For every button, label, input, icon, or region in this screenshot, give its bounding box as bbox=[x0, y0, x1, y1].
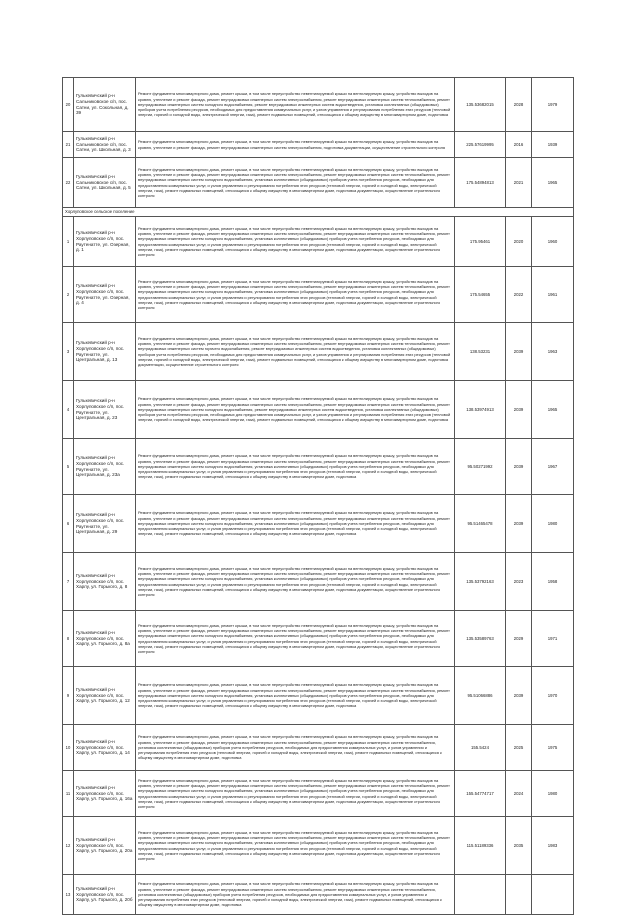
row-address: Гулькевичский р-н Хорлуповское с/п, пос. Раутенатте, ул. Центральная, д. 13 bbox=[74, 323, 136, 381]
row-planned-year: 2022 bbox=[506, 267, 532, 323]
row-planned-year bbox=[506, 875, 532, 915]
row-works-description: Ремонт фундамента многоквартирного дома, ремонт крыши, в том числе переустройство невентилируемой крыши на вентилируемую крышу, устройство выходов на кровлю, утепление и ремонт фасада, ремонт внутридомовых инженерных систем электроснабжения, ремонт внутридомовых инженерных систем теплоснабжения, ремонт внутридомовых инженерных систем холодного водоснабжения, установка коллективных (общедомовых) приборов учета потребления ресурсов, необходимых для предоставления коммунальных услуг, и узлов управления и регулирования потребления этих ресурсов (тепловой энергии, горячей и холодной воды, электрической энергии, газа), ремонт подвальных помещений, относящихся к общему имуществу в многоквартирном доме, подготовка документации, осуществление строительного контроля bbox=[136, 611, 455, 667]
row-built-year: 1960 bbox=[532, 217, 574, 267]
row-built-year: 1967 bbox=[532, 439, 574, 495]
row-works-description: Ремонт фундамента многоквартирного дома, ремонт крыши, в том числе переустройство невентилируемой крыши на вентилируемую крышу, устройство выходов на кровлю, утепление и ремонт фасада, ремонт внутридомовых инженерных систем электроснабжения, подготовка документации, осуществление строительного контроля bbox=[136, 132, 455, 158]
row-cost-value: 175.54655 bbox=[455, 267, 506, 323]
row-cost-value: 135.53682015 bbox=[455, 78, 506, 132]
row-address: Гулькевичский р-н Хорлуповское с/п, пос. Харлу, ул. Горького, д. 20б bbox=[74, 875, 136, 915]
table-row bbox=[63, 132, 574, 158]
row-address: Гулькевичский р-н Сальниковское с/п, пос. Сатни, ул. Школьная, д. 3 bbox=[74, 132, 136, 158]
row-built-year: 1979 bbox=[532, 78, 574, 132]
row-number: 8 bbox=[63, 611, 74, 667]
row-cost-value bbox=[455, 875, 506, 915]
row-planned-year: 2039 bbox=[506, 381, 532, 439]
row-built-year: 1971 bbox=[532, 611, 574, 667]
row-address: Гулькевичский р-н Хорлуповское с/п, пос. Раутенатте, ул. Центральная, д. 29 bbox=[74, 495, 136, 553]
row-address: Гулькевичский р-н Хорлуповское с/п, пос. Раутенатте, ул. Центральная, д. 23 bbox=[74, 381, 136, 439]
table-row bbox=[63, 495, 574, 553]
table-row bbox=[63, 323, 574, 381]
row-number: 22 bbox=[63, 158, 74, 208]
row-planned-year: 2039 bbox=[506, 495, 532, 553]
table-body-before bbox=[63, 78, 574, 208]
row-address: Гулькевичский р-н Сальниковское с/п, пос. Сатни, ул. Сокольная, д. 39 bbox=[74, 78, 136, 132]
row-number: 9 bbox=[63, 667, 74, 725]
row-planned-year: 2035 bbox=[506, 817, 532, 875]
row-number: 12 bbox=[63, 817, 74, 875]
row-address: Гулькевичский р-н Хорлуповское с/п, пос. Харлу, ул. Горького, д. 14 bbox=[74, 725, 136, 771]
row-built-year: 1970 bbox=[532, 667, 574, 725]
row-works-description: Ремонт фундамента многоквартирного дома, ремонт крыши, в том числе переустройство невентилируемой крыши на вентилируемую крышу, устройство выходов на кровлю, утепление и ремонт фасада, ремонт внутридомовых инженерных систем электроснабжения, ремонт внутридомовых инженерных систем теплоснабжения, ремонт внутридомовых инженерных систем холодного водоснабжения, установка коллективных (общедомовых) приборов учета потребления ресурсов, необходимых для предоставления коммунальных услуг, и узлов управления и регулирования потребления этих ресурсов (тепловой энергии, горячей и холодной воды, электрической энергии, газа), ремонт подвальных помещений, относящихся к общему имуществу в многоквартирном доме, подготовка bbox=[136, 439, 455, 495]
row-number: 11 bbox=[63, 771, 74, 817]
row-works-description: Ремонт фундамента многоквартирного дома, ремонт крыши, в том числе переустройство невентилируемой крыши на вентилируемую крышу, устройство выходов на кровлю, утепление и ремонт фасада, ремонт внутридомовых инженерных систем электроснабжения, ремонт внутридомовых инженерных систем теплоснабжения, ремонт внутридомовых инженерных систем холодного водоснабжения, установка коллективных (общедомовых) приборов учета потребления ресурсов, необходимых для предоставления коммунальных услуг, и узлов управления и регулирования потребления этих ресурсов (тепловой энергии, горячей и холодной воды, электрической энергии, газа), ремонт подвальных помещений, относящихся к общему имуществу в многоквартирном доме, подготовка bbox=[136, 667, 455, 725]
table-row bbox=[63, 381, 574, 439]
row-cost-value: 175.54894813 bbox=[455, 158, 506, 208]
row-planned-year: 2039 bbox=[506, 667, 532, 725]
row-works-description: Ремонт фундамента многоквартирного дома, ремонт крыши, в том числе переустройство невентилируемой крыши на вентилируемую крышу, устройство выходов на кровлю, утепление и ремонт фасада, ремонт внутридомовых инженерных систем электроснабжения, ремонт внутридомовых инженерных систем теплоснабжения, ремонт внутридомовых инженерных систем холодного водоснабжения, ремонт внутридомовых инженерных систем водоотведения, установка коллективных (общедомовых) приборов учета потребления ресурсов, необходимых для предоставления коммунальных услуг, и узлов управления и регулирования потребления этих ресурсов (тепловой энергии, горячей и холодной воды, электрической энергии, газа), ремонт подвальных помещений, относящихся к общему имуществу в многоквартирном доме, подготовка bbox=[136, 78, 455, 132]
table-row bbox=[63, 725, 574, 771]
row-cost-value: 138.53974913 bbox=[455, 381, 506, 439]
table-row bbox=[63, 217, 574, 267]
row-address: Гулькевичский р-н Хорлуповское с/п, пос. Раутенатте, ул. Озерная, д. 1 bbox=[74, 217, 136, 267]
row-address: Гулькевичский р-н Хорлуповское с/п, пос. Харлу, ул. Горького, д. 20а bbox=[74, 817, 136, 875]
row-works-description: Ремонт фундамента многоквартирного дома, ремонт крыши, в том числе переустройство невентилируемой крыши на вентилируемую крышу, устройство выходов на кровлю, утепление и ремонт фасада, ремонт внутридомовых инженерных систем электроснабжения, ремонт внутридомовых инженерных систем теплоснабжения, ремонт внутридомовых инженерных систем холодного водоснабжения, установка коллективных (общедомовых) приборов учета потребления ресурсов, необходимых для предоставления коммунальных услуг, и узлов управления и регулирования потребления этих ресурсов (тепловой энергии, горячей и холодной воды, электрической энергии, газа), ремонт подвальных помещений, относящихся к общему имуществу в многоквартирном доме, подготовка документации, осуществление строительного контроля bbox=[136, 553, 455, 611]
row-number: 6 bbox=[63, 495, 74, 553]
row-built-year: 1983 bbox=[532, 817, 574, 875]
section-header-body bbox=[63, 208, 574, 217]
row-number: 7 bbox=[63, 553, 74, 611]
row-number: 5 bbox=[63, 439, 74, 495]
table-row bbox=[63, 771, 574, 817]
table-body-after bbox=[63, 217, 574, 915]
row-cost-value: 225.57619995 bbox=[455, 132, 506, 158]
row-planned-year: 2039 bbox=[506, 439, 532, 495]
row-address: Гулькевичский р-н Сальниковское с/п, пос. Сатни, ул. Школьная, д. 5 bbox=[74, 158, 136, 208]
table-row bbox=[63, 553, 574, 611]
row-built-year: 1963 bbox=[532, 323, 574, 381]
row-planned-year: 2021 bbox=[506, 158, 532, 208]
row-built-year bbox=[532, 875, 574, 915]
table-row bbox=[63, 158, 574, 208]
table-row bbox=[63, 611, 574, 667]
section-header-row bbox=[63, 208, 574, 217]
row-works-description: Ремонт фундамента многоквартирного дома, ремонт крыши, в том числе переустройство невентилируемой крыши на вентилируемую крышу, устройство выходов на кровлю, утепление и ремонт фасада, ремонт внутридомовых инженерных систем электроснабжения, ремонт внутридомовых инженерных систем теплоснабжения, ремонт внутридомовых инженерных систем холодного водоснабжения, ремонт внутридомовых инженерных систем водоотведения, установка коллективных (общедомовых) приборов учета потребления ресурсов, необходимых для предоставления коммунальных услуг, и узлов управления и регулирования потребления этих ресурсов (тепловой энергии, горячей и холодной воды, электрической энергии, газа), ремонт подвальных помещений, относящихся к общему имуществу в многоквартирном доме, подготовка bbox=[136, 381, 455, 439]
table-row bbox=[63, 817, 574, 875]
row-address: Гулькевичский р-н Хорлуповское с/п, пос. Харлу, ул. Горького, д. 8а bbox=[74, 611, 136, 667]
row-cost-value: 138.53231 bbox=[455, 323, 506, 381]
row-number: 2 bbox=[63, 267, 74, 323]
row-cost-value: 175.95461 bbox=[455, 217, 506, 267]
row-works-description: Ремонт фундамента многоквартирного дома, ремонт крыши, в том числе переустройство невентилируемой крыши на вентилируемую крышу, устройство выходов на кровлю, утепление и ремонт фасада, ремонт внутридомовых инженерных систем электроснабжения, ремонт внутридомовых инженерных систем теплоснабжения, установка коллективных (общедомовых) приборов учета потребления ресурсов, необходимых для предоставления коммунальных услуг, и узлов управления и регулирования потребления этих ресурсов (тепловой энергии, горячей и холодной воды, электрической энергии, газа), ремонт подвальных помещений, относящихся к общему имуществу в многоквартирном доме, подготовка bbox=[136, 725, 455, 771]
row-built-year: 1939 bbox=[532, 132, 574, 158]
row-planned-year: 2016 bbox=[506, 132, 532, 158]
row-cost-value: 135.53589763 bbox=[455, 611, 506, 667]
row-cost-value: 95.51066886 bbox=[455, 667, 506, 725]
row-works-description: Ремонт фундамента многоквартирного дома, ремонт крыши, в том числе переустройство невентилируемой крыши на вентилируемую крышу, устройство выходов на кровлю, утепление и ремонт фасада, ремонт внутридомовых инженерных систем электроснабжения, ремонт внутридомовых инженерных систем теплоснабжения, ремонт внутридомовых инженерных систем холодного водоснабжения, установка коллективных (общедомовых) приборов учета потребления ресурсов, необходимых для предоставления коммунальных услуг, и узлов управления и регулирования потребления этих ресурсов (тепловой энергии, горячей и холодной воды, электрической энергии, газа), ремонт подвальных помещений, относящихся к общему имуществу в многоквартирном доме, подготовка bbox=[136, 495, 455, 553]
row-planned-year: 2039 bbox=[506, 323, 532, 381]
row-built-year: 1965 bbox=[532, 381, 574, 439]
row-planned-year: 2024 bbox=[506, 771, 532, 817]
row-address: Гулькевичский р-н Хорлуповское с/п, пос. Харлу, ул. Горького, д. 12 bbox=[74, 667, 136, 725]
row-cost-value: 95.51465478 bbox=[455, 495, 506, 553]
table-row bbox=[63, 875, 574, 915]
table-row bbox=[63, 439, 574, 495]
row-cost-value: 115.51189336 bbox=[455, 817, 506, 875]
row-address: Гулькевичский р-н Хорлуповское с/п, пос. Раутенатте, ул. Озерная, д. 4 bbox=[74, 267, 136, 323]
row-works-description: Ремонт фундамента многоквартирного дома, ремонт крыши, в том числе переустройство невентилируемой крыши на вентилируемую крышу, устройство выходов на кровлю, утепление и ремонт фасада, ремонт внутридомовых инженерных систем электроснабжения, ремонт внутридомовых инженерных систем теплоснабжения, ремонт внутридомовых инженерных систем холодного водоснабжения, установка коллективных (общедомовых) приборов учета потребления ресурсов, необходимых для предоставления коммунальных услуг, и узлов управления и регулирования потребления этих ресурсов (тепловой энергии, горячей и холодной воды, электрической энергии, газа), ремонт подвальных помещений, относящихся к общему имуществу в многоквартирном доме, подготовка документации, осуществление строительного контроля bbox=[136, 267, 455, 323]
row-built-year: 1975 bbox=[532, 725, 574, 771]
row-works-description: Ремонт фундамента многоквартирного дома, ремонт крыши, в том числе переустройство невентилируемой крыши на вентилируемую крышу, устройство выходов на кровлю, утепление и ремонт фасада, ремонт внутридомовых инженерных систем электроснабжения, ремонт внутридомовых инженерных систем теплоснабжения, ремонт внутридомовых инженерных систем холодного водоснабжения, установка коллективных (общедомовых) приборов учета потребления ресурсов, необходимых для предоставления коммунальных услуг, и узлов управления и регулирования потребления этих ресурсов (тепловой энергии, горячей и холодной воды, электрической энергии, газа), ремонт подвальных помещений, относящихся к общему имуществу в многоквартирном доме, подготовка документации, осуществление строительного контроля bbox=[136, 158, 455, 208]
row-planned-year: 2029 bbox=[506, 611, 532, 667]
table-row bbox=[63, 78, 574, 132]
row-address: Гулькевичский р-н Хорлуповское с/п, пос. Харлу, ул. Горького, д. 8 bbox=[74, 553, 136, 611]
document-page bbox=[62, 77, 573, 915]
row-works-description: Ремонт фундамента многоквартирного дома, ремонт крыши, в том числе переустройство невентилируемой крыши на вентилируемую крышу, устройство выходов на кровлю, утепление и ремонт фасада, ремонт внутридомовых инженерных систем электроснабжения, ремонт внутридомовых инженерных систем теплоснабжения, ремонт внутридомовых инженерных систем холодного водоснабжения, установка коллективных (общедомовых) приборов учета потребления ресурсов, необходимых для предоставления коммунальных услуг, и узлов управления и регулирования потребления этих ресурсов (тепловой энергии, горячей и холодной воды, электрической энергии, газа), ремонт подвальных помещений, относящихся к общему имуществу в многоквартирном доме, подготовка документации, осуществление строительного контроля bbox=[136, 817, 455, 875]
row-number: 1 bbox=[63, 217, 74, 267]
row-cost-value: 95.50271992 bbox=[455, 439, 506, 495]
row-cost-value: 155.54774717 bbox=[455, 771, 506, 817]
row-built-year: 1958 bbox=[532, 553, 574, 611]
row-address: Гулькевичский р-н Хорлуповское с/п, пос. Раутенатте, ул. Центральная, д. 23а bbox=[74, 439, 136, 495]
row-number: 4 bbox=[63, 381, 74, 439]
row-number: 21 bbox=[63, 132, 74, 158]
table-row bbox=[63, 267, 574, 323]
row-built-year: 1961 bbox=[532, 267, 574, 323]
row-built-year: 1980 bbox=[532, 771, 574, 817]
row-address: Гулькевичский р-н Хорлуповское с/п, пос. Харлу, ул. Горького, д. 16а bbox=[74, 771, 136, 817]
row-works-description: Ремонт фундамента многоквартирного дома, ремонт крыши, в том числе переустройство невентилируемой крыши на вентилируемую крышу, устройство выходов на кровлю, утепление и ремонт фасада, ремонт внутридомовых инженерных систем электроснабжения, ремонт внутридомовых инженерных систем теплоснабжения, ремонт внутридомовых инженерных систем холодного водоснабжения, установка коллективных (общедомовых) приборов учета потребления ресурсов, необходимых для предоставления коммунальных услуг, и узлов управления и регулирования потребления этих ресурсов (тепловой энергии, горячей и холодной воды, электрической энергии, газа), ремонт подвальных помещений, относящихся к общему имуществу в многоквартирном доме, подготовка документации, осуществление строительного контроля bbox=[136, 217, 455, 267]
row-number: 3 bbox=[63, 323, 74, 381]
section-title: Хорлуповское сельское поселение bbox=[63, 208, 574, 217]
capital-repair-table bbox=[62, 77, 574, 915]
table-row bbox=[63, 667, 574, 725]
row-cost-value: 155.5424 bbox=[455, 725, 506, 771]
row-works-description: Ремонт фундамента многоквартирного дома, ремонт крыши, в том числе переустройство невентилируемой крыши на вентилируемую крышу, устройство выходов на кровлю, утепление и ремонт фасада, ремонт внутридомовых инженерных систем электроснабжения, ремонт внутридомовых инженерных систем теплоснабжения, ремонт внутридомовых инженерных систем горячего водоснабжения, ремонт внутридомовых инженерных систем водоотведения, установка коллективных (общедомовых) приборов учета потребления ресурсов, необходимых для предоставления коммунальных услуг, и узлов управления и регулирования потребления этих ресурсов (тепловой энергии, горячей и холодной воды, электрической энергии, газа), ремонт подвальных помещений, относящихся к общему имуществу в многоквартирном доме, подготовка документации, осуществление строительного контроля bbox=[136, 323, 455, 381]
row-built-year: 1980 bbox=[532, 495, 574, 553]
row-planned-year: 2028 bbox=[506, 78, 532, 132]
row-number: 20 bbox=[63, 78, 74, 132]
row-number: 13 bbox=[63, 875, 74, 915]
row-built-year: 1965 bbox=[532, 158, 574, 208]
row-cost-value: 135.53792163 bbox=[455, 553, 506, 611]
row-works-description: Ремонт фундамента многоквартирного дома, ремонт крыши, в том числе переустройство невентилируемой крыши на вентилируемую крышу, устройство выходов на кровлю, утепление и ремонт фасада, ремонт внутридомовых инженерных систем электроснабжения, ремонт внутридомовых инженерных систем теплоснабжения, установка коллективных (общедомовых) приборов учета потребления ресурсов, необходимых для предоставления коммунальных услуг, и узлов управления и регулирования потребления этих ресурсов (тепловой энергии, горячей и холодной воды, электрической энергии, газа), ремонт подвальных помещений, относящихся к общему имуществу в многоквартирном доме, подготовка bbox=[136, 875, 455, 915]
row-planned-year: 2023 bbox=[506, 553, 532, 611]
row-works-description: Ремонт фундамента многоквартирного дома, ремонт крыши, в том числе переустройство невентилируемой крыши на вентилируемую крышу, устройство выходов на кровлю, утепление и ремонт фасада, ремонт внутридомовых инженерных систем электроснабжения, ремонт внутридомовых инженерных систем теплоснабжения, ремонт внутридомовых инженерных систем холодного водоснабжения, установка коллективных (общедомовых) приборов учета потребления ресурсов, необходимых для предоставления коммунальных услуг, и узлов управления и регулирования потребления этих ресурсов (тепловой энергии, горячей и холодной воды, электрической энергии, газа), ремонт подвальных помещений, относящихся к общему имуществу в многоквартирном доме, подготовка документации, осуществление строительного контроля bbox=[136, 771, 455, 817]
row-planned-year: 2025 bbox=[506, 725, 532, 771]
row-planned-year: 2020 bbox=[506, 217, 532, 267]
row-number: 10 bbox=[63, 725, 74, 771]
